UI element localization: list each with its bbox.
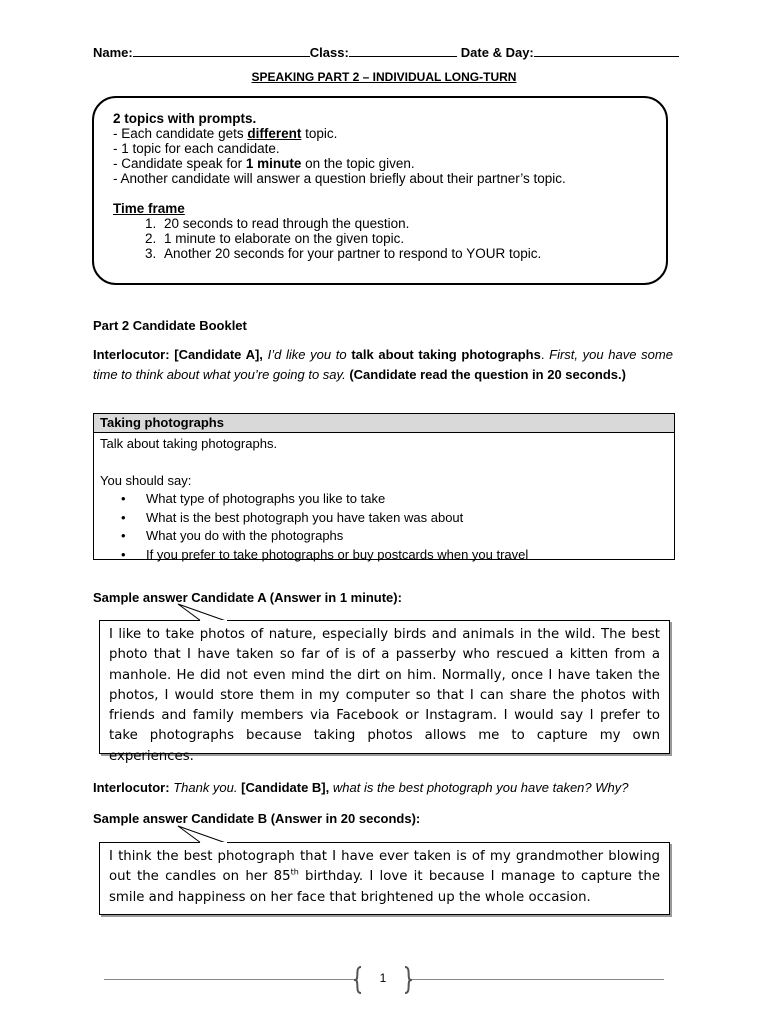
rule-emphasis-1-minute: 1 minute	[245, 156, 302, 171]
class-blank-line[interactable]	[349, 44, 457, 57]
student-info-header	[93, 44, 679, 60]
sample-b-title: Sample answer Candidate B (Answer in 20 seconds):	[93, 811, 421, 826]
bullet-icon: •	[121, 491, 126, 506]
sample-a-speech-bubble	[99, 620, 670, 764]
name-blank-line[interactable]	[133, 44, 310, 57]
time-frame-item: 3. Another 20 seconds for your partner to respond to YOUR topic.	[160, 246, 666, 261]
date-label: Date & Day:	[460, 45, 534, 60]
bullet-icon: •	[121, 528, 126, 543]
date-blank-line[interactable]	[534, 44, 679, 57]
speech-bubble-tail-icon	[178, 825, 228, 845]
sample-a-text: I like to take photos of nature, especially birds and animals in the wild. The best photo that I have taken so far of is of a passerby who rescued a kitten from a manhole. He did not even mind the dirt on him. Normally, once I have taken the photos, I would store them in my computer so that I can share the photos with friends and family members via Facebook or Instagram. I would say I prefer to take photographs because taking photos allows me to capture my own experiences.	[109, 627, 660, 764]
topic-point: • If you prefer to take photographs or buy postcards when you travel	[146, 546, 668, 565]
topic-point: • What you do with the photographs	[146, 527, 668, 546]
page-number: 1	[379, 971, 387, 985]
topic-card-intro: Talk about taking photographs.	[100, 436, 278, 451]
interlocutor-prompt-a: Interlocutor: [Candidate A], I’d like you to talk about taking photographs. First, you have some time to think about what you’re going to say. (Candidate read the question in 20 seconds.)	[93, 347, 673, 382]
class-label: Class:	[309, 45, 349, 60]
name-label: Name:	[93, 45, 133, 60]
topic-card	[93, 413, 675, 560]
page-title: SPEAKING PART 2 – INDIVIDUAL LONG-TURN	[251, 70, 517, 84]
booklet-title: Part 2 Candidate Booklet	[93, 318, 247, 333]
bullet-icon: •	[121, 546, 126, 562]
bullet-icon: •	[121, 509, 126, 525]
time-frame-item: 1. 20 seconds to read through the question.	[160, 216, 666, 231]
rule-line-3: - Candidate speak for 1 minute on the topic given.	[113, 156, 415, 171]
topic-card-points	[100, 490, 668, 564]
topic-point: • What is the best photograph you have taken was about	[146, 509, 668, 528]
time-frame-item: 2. 1 minute to elaborate on the given topic.	[160, 231, 666, 246]
topic-card-should-say: You should say:	[100, 472, 192, 488]
rules-box	[92, 96, 668, 285]
sample-b-speech-bubble	[99, 842, 670, 915]
rule-line-1: - Each candidate gets different topic.	[113, 126, 338, 141]
rule-line-4: - Another candidate will answer a question briefly about their partner’s topic.	[113, 171, 566, 186]
footer-rule-right	[412, 979, 664, 980]
sample-b-text: I think the best photograph that I have ever taken is of my grandmother blowing out the candles on her 85th birthday. I love it because I manage to capture the smile and happiness on her face that brightened up the whole occasion.	[109, 849, 660, 905]
topic-card-title: Taking photographs	[94, 414, 674, 433]
speech-bubble-tail-icon	[178, 603, 228, 623]
time-frame-heading: Time frame	[113, 201, 185, 216]
rule-emphasis-different: different	[247, 126, 302, 141]
footer-rule-left	[104, 979, 356, 980]
topic-point: • What type of photographs you like to take	[146, 490, 668, 509]
rule-line-2: - 1 topic for each candidate.	[113, 141, 280, 156]
sample-a-title: Sample answer Candidate A (Answer in 1 minute):	[93, 590, 402, 605]
time-frame-list	[113, 216, 666, 261]
interlocutor-prompt-b: Interlocutor: Thank you. [Candidate B], what is the best photograph you have taken? Why?	[93, 780, 629, 795]
rules-heading: 2 topics with prompts.	[113, 111, 257, 126]
